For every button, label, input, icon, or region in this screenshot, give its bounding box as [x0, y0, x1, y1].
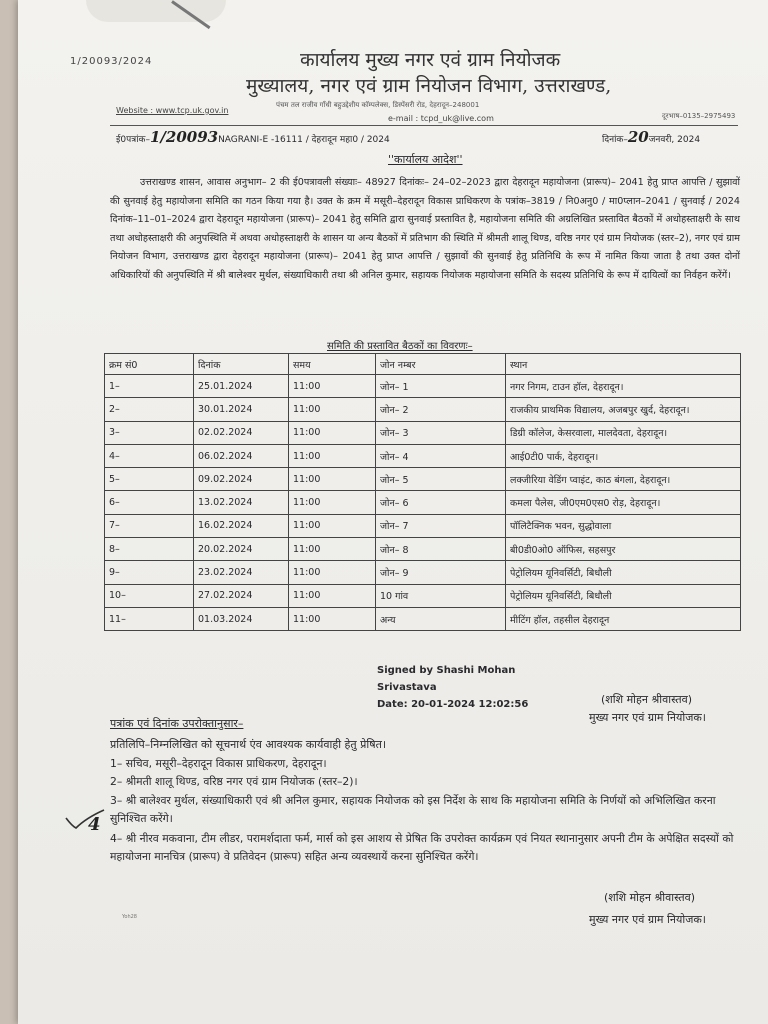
- cell-zone: जोन– 8: [376, 538, 506, 561]
- order-title: ''कार्यालय आदेश'': [388, 153, 463, 166]
- schedule-header-row: [105, 354, 741, 375]
- signatory-designation-copy: मुख्य नगर एवं ग्राम नियोजक।: [589, 913, 706, 926]
- table-row: [105, 421, 741, 444]
- cell-place: नगर निगम, टाउन हॉल, देहरादून।: [506, 375, 741, 398]
- table-row: [105, 607, 741, 630]
- office-address: पंचम तल राजीव गाँधी बहुउद्देशीय कॉम्पलेक्स, डिस्पेंसरी रोड, देहरादून–248001: [276, 101, 480, 109]
- cell-date: 20.02.2024: [194, 538, 289, 561]
- cell-place: कमला पैलेस, जी0एम0एस0 रोड़, देहरादून।: [506, 491, 741, 514]
- cell-place: पेट्रोलियम यूनिवर्सिटी, बिधौली: [506, 584, 741, 607]
- cell-place: पॉलिटैक्निक भवन, सुद्धोवाला: [506, 514, 741, 537]
- cell-date: 06.02.2024: [194, 444, 289, 467]
- table-row: [105, 491, 741, 514]
- cell-serial: 3–: [105, 421, 194, 444]
- office-title: कार्यालय मुख्य नगर एवं ग्राम नियोजक: [300, 49, 561, 71]
- cell-serial: 1–: [105, 375, 194, 398]
- cell-zone: जोन– 7: [376, 514, 506, 537]
- handwritten-number: 4: [88, 814, 101, 835]
- cell-place: बी0डी0ओ0 ऑफिस, सहसपुर: [506, 538, 741, 561]
- table-row: [105, 561, 741, 584]
- cell-date: 27.02.2024: [194, 584, 289, 607]
- cell-zone: जोन– 5: [376, 468, 506, 491]
- letter-number-prefix: ई0पत्रांक–: [116, 135, 150, 145]
- cell-serial: 9–: [105, 561, 194, 584]
- cell-zone: जोन– 3: [376, 421, 506, 444]
- cell-time: 11:00: [289, 607, 376, 630]
- cell-time: 11:00: [289, 398, 376, 421]
- table-row: [105, 398, 741, 421]
- header-date: दिनांक: [194, 354, 289, 375]
- cell-serial: 11–: [105, 607, 194, 630]
- letter-date-handwritten: 20: [627, 128, 649, 146]
- top-reference-number: 1/20093/2024: [70, 56, 153, 67]
- copy-item: 1– सचिव, मसूरी–देहरादून विकास प्राधिकरण, देहरादून।: [110, 757, 327, 770]
- header-serial: क्रम सं0: [105, 354, 194, 375]
- table-row: [105, 514, 741, 537]
- cell-date: 09.02.2024: [194, 468, 289, 491]
- cell-serial: 6–: [105, 491, 194, 514]
- cell-zone: जोन– 4: [376, 444, 506, 467]
- schedule-table: [104, 353, 741, 631]
- schedule-caption: समिति की प्रस्तावित बैठकों का विवरणः–: [327, 341, 473, 352]
- table-row: [105, 375, 741, 398]
- cell-time: 11:00: [289, 375, 376, 398]
- cell-date: 16.02.2024: [194, 514, 289, 537]
- cell-zone: 10 गांव: [376, 584, 506, 607]
- header-time: समय: [289, 354, 376, 375]
- cell-time: 11:00: [289, 561, 376, 584]
- letter-number-suffix: NAGRANI-E -16111 / देहरादून महा0 / 2024: [218, 135, 390, 145]
- cell-serial: 10–: [105, 584, 194, 607]
- table-row: [105, 538, 741, 561]
- office-subtitle: मुख्यालय, नगर एवं ग्राम नियोजन विभाग, उत्तराखण्ड,: [246, 75, 612, 97]
- cell-date: 02.02.2024: [194, 421, 289, 444]
- cell-place: पेट्रोलियम यूनिवर्सिटी, बिधौली: [506, 561, 741, 584]
- cell-serial: 4–: [105, 444, 194, 467]
- cell-zone: जोन– 9: [376, 561, 506, 584]
- footer-mark: Yoh28: [122, 914, 137, 920]
- cell-place: मीटिंग हॉल, तहसील देहरादून: [506, 607, 741, 630]
- table-row: [105, 468, 741, 491]
- cell-date: 01.03.2024: [194, 607, 289, 630]
- cell-zone: जोन– 6: [376, 491, 506, 514]
- cell-serial: 2–: [105, 398, 194, 421]
- letter-date-suffix: जनवरी, 2024: [648, 135, 701, 145]
- cell-date: 23.02.2024: [194, 561, 289, 584]
- digital-signature-line1: Signed by Shashi Mohan: [377, 665, 516, 676]
- copy-forward-line: प्रतिलिपि–निम्नलिखित को सूचनार्थ एंव आवश्यक कार्यवाही हेतु प्रेषित।: [110, 738, 387, 751]
- cell-place: राजकीय प्राथमिक विद्यालय, अजबपुर खुर्द, देहरादून।: [506, 398, 741, 421]
- cell-zone: जोन– 1: [376, 375, 506, 398]
- cell-time: 11:00: [289, 444, 376, 467]
- cell-time: 11:00: [289, 514, 376, 537]
- signatory-designation: मुख्य नगर एवं ग्राम नियोजक।: [589, 711, 706, 724]
- header-divider: [110, 125, 738, 126]
- header-zone: जोन नम्बर: [376, 354, 506, 375]
- website-text: Website : www.tcp.uk.gov.in: [116, 106, 229, 115]
- email-text: e-mail : tcpd_uk@live.com: [388, 114, 494, 123]
- cell-serial: 5–: [105, 468, 194, 491]
- cell-zone: अन्य: [376, 607, 506, 630]
- letter-date-prefix: दिनांक–: [602, 135, 628, 145]
- signatory-name: (शशि मोहन श्रीवास्तव): [601, 693, 693, 706]
- digital-signature-date: Date: 20-01-2024 12:02:56: [377, 699, 529, 710]
- cell-zone: जोन– 2: [376, 398, 506, 421]
- copy-item: 3– श्री बालेश्वर मुर्थल, संख्याधिकारी एवं श्री अनिल कुमार, सहायक नियोजक को इस निर्देश के साथ कि महायोजना समिति के निर्णयों को अभिलिखित करना सुनिश्चित करेंगे।: [110, 794, 716, 825]
- cell-serial: 7–: [105, 514, 194, 537]
- cell-date: 13.02.2024: [194, 491, 289, 514]
- cell-date: 25.01.2024: [194, 375, 289, 398]
- letter-date: [602, 128, 700, 146]
- cell-time: 11:00: [289, 584, 376, 607]
- cell-place: आई0टी0 पार्क, देहरादून।: [506, 444, 741, 467]
- table-row: [105, 584, 741, 607]
- table-row: [105, 444, 741, 467]
- copy-item: 2– श्रीमती शालू थिण्ड, वरिष्ठ नगर एवं ग्राम नियोजक (स्तर–2)।: [110, 775, 358, 788]
- cell-time: 11:00: [289, 468, 376, 491]
- signatory-name-copy: (शशि मोहन श्रीवास्तव): [604, 891, 696, 904]
- order-paragraph: उत्तराखण्ड शासन, आवास अनुभाग– 2 की ई0पत्रावली संख्याः– 48927 दिनांकः– 24–02–2023 द्वारा देहरादून महायोजना (प्रारूप)– 2041 हेतु प्राप्त आपत्ति / सुझावों की सुनवाई हेतु महायोजना समिति का गठन किया गया है। उक्त के क्रम में मसूरी–देहरादून विकास प्राधिकरण के पत्रांक–3819 / नि0अनु0 / मा0प्लान–2041 / सुनवाई / 2024 दिनांक–11–01–2024 द्वारा देहरादून महायोजना (प्रारूप)– 2041 हेतु समिति द्वारा सुनवाई प्रस्तावित है, महायोजना समिति की अग्रलिखित प्रस्तावित बैठकों में अधोहस्ताक्षरी के साथ तथा अधोहस्ताक्षरी की अनुपस्थिति में अथवा अधोहस्ताक्षरी के शासन या अन्य बैठकों में प्रतिभाग की स्थिति में श्रीमती शालू थिण्ड, वरिष्ठ नगर एवं ग्राम नियोजक (स्तर–2), नगर एवं ग्राम नियोजन विभाग, उत्तराखण्ड द्वारा देहरादून महायोजना (प्रारूप)– 2041 हेतु प्राप्त आपत्ति / सुझावों की सुनवाई हेतु प्रतिनिधि के रूप में नामित किया जाता है तथा उक्त दोनों अधिकारियों की अनुपस्थिति में श्री बालेश्वर मुर्थल, संख्याधिकारी तथा श्री अनिल कुमार, सहायक नियोजक महायोजना समिति के सदस्य प्रतिनिधि के रूप में दायित्वों का निर्वहन करेंगें।: [110, 177, 740, 281]
- digital-signature-line2: Srivastava: [377, 682, 437, 693]
- cell-place: लक्जीरिया वेडिंग प्वाइंट, काठ बंगला, देहरादून।: [506, 468, 741, 491]
- letter-number-handwritten: 1/20093: [149, 128, 219, 146]
- cell-time: 11:00: [289, 491, 376, 514]
- paper-clip: [86, 0, 226, 22]
- cell-place: डिग्री कॉलेज, केसरवाला, मालदेवता, देहरादून।: [506, 421, 741, 444]
- letter-number: [116, 128, 390, 146]
- cell-time: 11:00: [289, 538, 376, 561]
- header-place: स्थान: [506, 354, 741, 375]
- phone-text: दूरभाष–0135–2975493: [662, 112, 736, 120]
- cell-date: 30.01.2024: [194, 398, 289, 421]
- digital-signature: [377, 662, 528, 713]
- copy-reference: पत्रांक एवं दिनांक उपरोक्तानुसार–: [110, 717, 244, 730]
- cell-serial: 8–: [105, 538, 194, 561]
- cell-time: 11:00: [289, 421, 376, 444]
- copy-item: 4– श्री नीरव मकवाना, टीम लीडर, परामर्शदाता फर्म, मार्स को इस आशय से प्रेषित कि उपरोक्त कार्यक्रम एवं नियत स्थानानुसार अपनी टीम के अपेक्षित सदस्यों को महायोजना मानचित्र (प्रारूप) वे प्रतिवेदन (प्रारूप) सहित अन्य व्यवस्थायें करना सुनिश्चित करेंगे।: [110, 832, 734, 863]
